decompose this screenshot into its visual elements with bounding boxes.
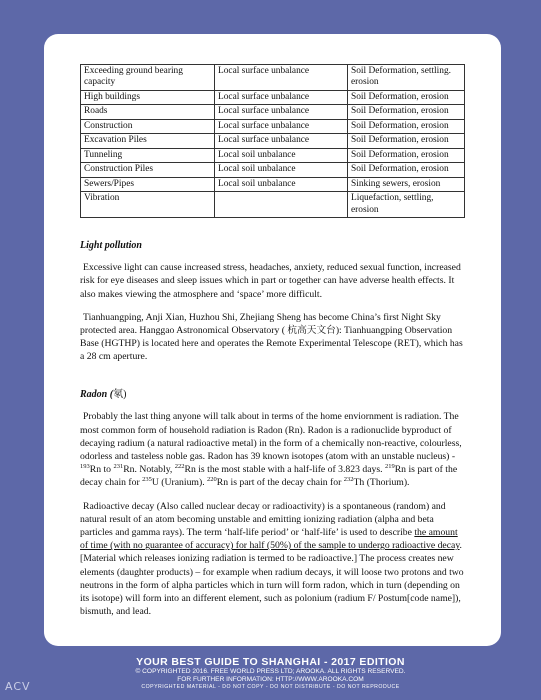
table-cell-effect: Soil Deformation, erosion [348,163,465,177]
table-cell-cause: Local soil unbalance [215,163,348,177]
table-row [81,134,465,148]
table-cell-effect: Liquefaction, settling, erosion [348,192,465,218]
table-cell-effect: Soil Deformation, erosion [348,105,465,119]
table-row [81,148,465,162]
table-cell-source: Roads [81,105,215,119]
table-cell-cause: Local surface unbalance [215,90,348,104]
table-cell-cause [215,192,348,218]
table-cell-cause: Local soil unbalance [215,148,348,162]
table-cell-effect: Soil Deformation, erosion [348,90,465,104]
table-row [81,177,465,191]
table-cell-effect: Soil Deformation, erosion [348,119,465,133]
radon-heading: Radon (氡) [80,389,127,401]
table-cell-source: High buildings [81,90,215,104]
hazard-table [80,64,465,218]
footer-copyright: © COPYRIGHTED 2016. FREE WORLD PRESS LTD; AROOKA. ALL RIGHTS RESERVED. [135,668,406,675]
table-cell-cause: Local surface unbalance [215,105,348,119]
table-cell-effect: Soil Deformation, settling. erosion [348,65,465,91]
table-cell-source: Vibration [81,192,215,218]
table-cell-cause: Local surface unbalance [215,119,348,133]
light-pollution-paragraph-1: Excessive light can cause increased stress, headaches, anxiety, reduced sexual function, increased risk for eye diseases and sleep issues which in part or together can have adverse health effects. It also makes viewing the atmosphere and ‘space’ more difficult. [80,262,461,300]
table-cell-cause: Local soil unbalance [215,177,348,191]
light-pollution-paragraph-2: Tianhuangping, Anji Xian, Huzhou Shi, Zhejiang Sheng has become China’s first Night Sky protected area. Hanggao Astronomical Observatory ( 杭高天文台): Tianhuangping Observation Base (HGTHP) is located here and operates the Remote Experimental Telescope (RET), which has a 28 cm aperture. [80,311,463,363]
table-cell-effect: Soil Deformation, erosion [348,134,465,148]
footer-info: FOR FURTHER INFORMATION: HTTP://WWW.AROOKA.COM [177,675,364,683]
table-row [81,192,465,218]
table-cell-cause: Local surface unbalance [215,134,348,148]
radon-paragraph-2: Radioactive decay (Also called nuclear decay or radioactivity) is a spontaneous (random) and natural result of an atom becoming unstable and emitting ionizing radiation (alpha and beta particles and gamma rays). The term ‘half-life period’ or ‘half-life’ is used to describe the amount of time (with no guarantee of accuracy) for half (50%) of the sample to undergo radioactive decay. [Material which releases ionizing radiation is termed to be radioactive.] The process creates new elements (daughter products) – for example when radium decays, it will loose two protons and two neutrons in the form of alpha particles which in turn will form radon, which in turn (depending on its isotope) will form into an different element, such as polonium (radium F/ Postum[code name]), bismuth, and lead. [80,500,464,618]
table-cell-cause: Local surface unbalance [215,65,348,91]
corner-mark: ACV [5,680,31,693]
table-row [81,119,465,133]
footer-title: YOUR BEST GUIDE TO SHANGHAI - 2017 EDITION [136,656,405,668]
table-cell-source: Construction [81,119,215,133]
table-cell-source: Construction Piles [81,163,215,177]
table-row [81,105,465,119]
footer-notice: COPYRIGHTED MATERIAL - DO NOT COPY - DO NOT DISTRIBUTE - DO NOT REPRODUCE [141,683,400,690]
table-row [81,163,465,177]
table-cell-source: Excavation Piles [81,134,215,148]
table-row [81,65,465,91]
table-cell-source: Exceeding ground bearing capacity [81,65,215,91]
table-cell-source: Sewers/Pipes [81,177,215,191]
table-cell-effect: Sinking sewers, erosion [348,177,465,191]
table-cell-effect: Soil Deformation, erosion [348,148,465,162]
table-cell-source: Tunneling [81,148,215,162]
page-card [44,34,501,646]
light-pollution-heading: Light pollution [80,240,142,252]
radon-paragraph-1: Probably the last thing anyone will talk about in terms of the home enviornment is radiation. The most common form of household radiation is Radon (Rn). Radon is a radionuclide byproduct of decaying radium (a natural radioactive metal) in the form of a chemically non-reactive, colourless, odorless and tasteless noble gas. Radon has 39 known isotopes (atom with an unstable nucleus) - $^{193}$Rn to $^{231}$Rn. Notably, $^{222}$Rn is the most stable with a half-life of 3.823 days. $^{219}$Rn is part of the decay chain for $^{235}$U (Uranium). $^{220}$Rn is part of the decay chain for $^{232}$Th (Thorium). [80,411,462,489]
table-row [81,90,465,104]
page-footer [0,656,541,690]
